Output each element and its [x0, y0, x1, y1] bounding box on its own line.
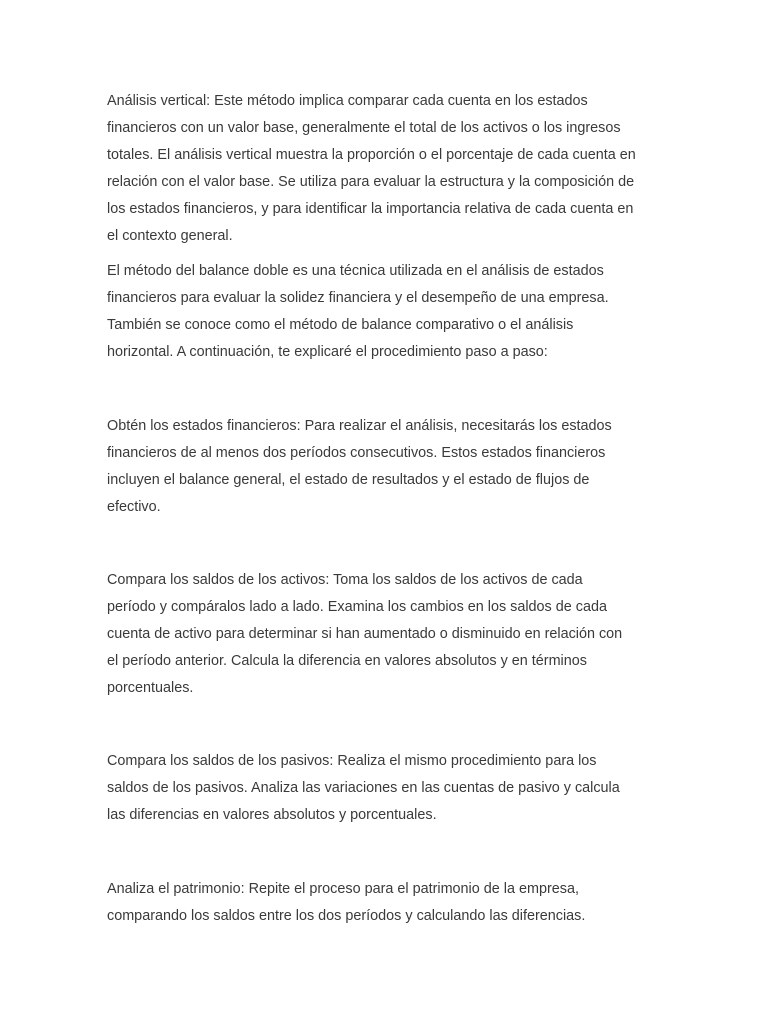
paragraph-line: cuenta de activo para determinar si han aumentado o disminuido en relación con [107, 626, 623, 642]
paragraph-line: relación con el valor base. Se utiliza para evaluar la estructura y la composición de [107, 174, 635, 190]
paragraph-line: las diferencias en valores absolutos y porcentuales. [107, 807, 437, 823]
paragraph-line: Compara los saldos de los pasivos: Realiza el mismo procedimiento para los [107, 753, 597, 769]
paragraph-line: Obtén los estados financieros: Para realizar el análisis, necesitarás los estados [107, 418, 612, 434]
paragraph-line: saldos de los pasivos. Analiza las variaciones en las cuentas de pasivo y calcula [107, 780, 620, 796]
paragraph-line: incluyen el balance general, el estado de resultados y el estado de flujos de [107, 472, 590, 488]
paragraph-obten-estados [107, 413, 687, 521]
paragraph-line: El método del balance doble es una técnica utilizada en el análisis de estados [107, 263, 604, 279]
paragraph-balance-doble [107, 258, 687, 366]
paragraph-line: financieros con un valor base, generalmente el total de los activos o los ingresos [107, 120, 621, 136]
paragraph-line: el período anterior. Calcula la diferencia en valores absolutos y en términos [107, 653, 587, 669]
paragraph-analiza-patrimonio [107, 876, 687, 930]
paragraph-line: horizontal. A continuación, te explicaré el procedimiento paso a paso: [107, 344, 548, 360]
paragraph-analisis-vertical [107, 88, 687, 250]
paragraph-compara-pasivos [107, 748, 687, 829]
paragraph-line: Análisis vertical: Este método implica comparar cada cuenta en los estados [107, 93, 588, 109]
paragraph-line: Analiza el patrimonio: Repite el proceso para el patrimonio de la empresa, [107, 881, 579, 897]
paragraph-line: totales. El análisis vertical muestra la proporción o el porcentaje de cada cuenta en [107, 147, 636, 163]
paragraph-line: período y compáralos lado a lado. Examina los cambios en los saldos de cada [107, 599, 607, 615]
paragraph-line: financieros de al menos dos períodos consecutivos. Estos estados financieros [107, 445, 606, 461]
paragraph-line: comparando los saldos entre los dos períodos y calculando las diferencias. [107, 908, 586, 924]
paragraph-line: porcentuales. [107, 680, 194, 696]
paragraph-line: También se conoce como el método de balance comparativo o el análisis [107, 317, 574, 333]
paragraph-compara-activos [107, 567, 687, 702]
paragraph-line: efectivo. [107, 499, 161, 515]
paragraph-line: los estados financieros, y para identificar la importancia relativa de cada cuenta en [107, 201, 634, 217]
paragraph-line: financieros para evaluar la solidez financiera y el desempeño de una empresa. [107, 290, 609, 306]
paragraph-line: el contexto general. [107, 228, 233, 244]
paragraph-line: Compara los saldos de los activos: Toma los saldos de los activos de cada [107, 572, 583, 588]
